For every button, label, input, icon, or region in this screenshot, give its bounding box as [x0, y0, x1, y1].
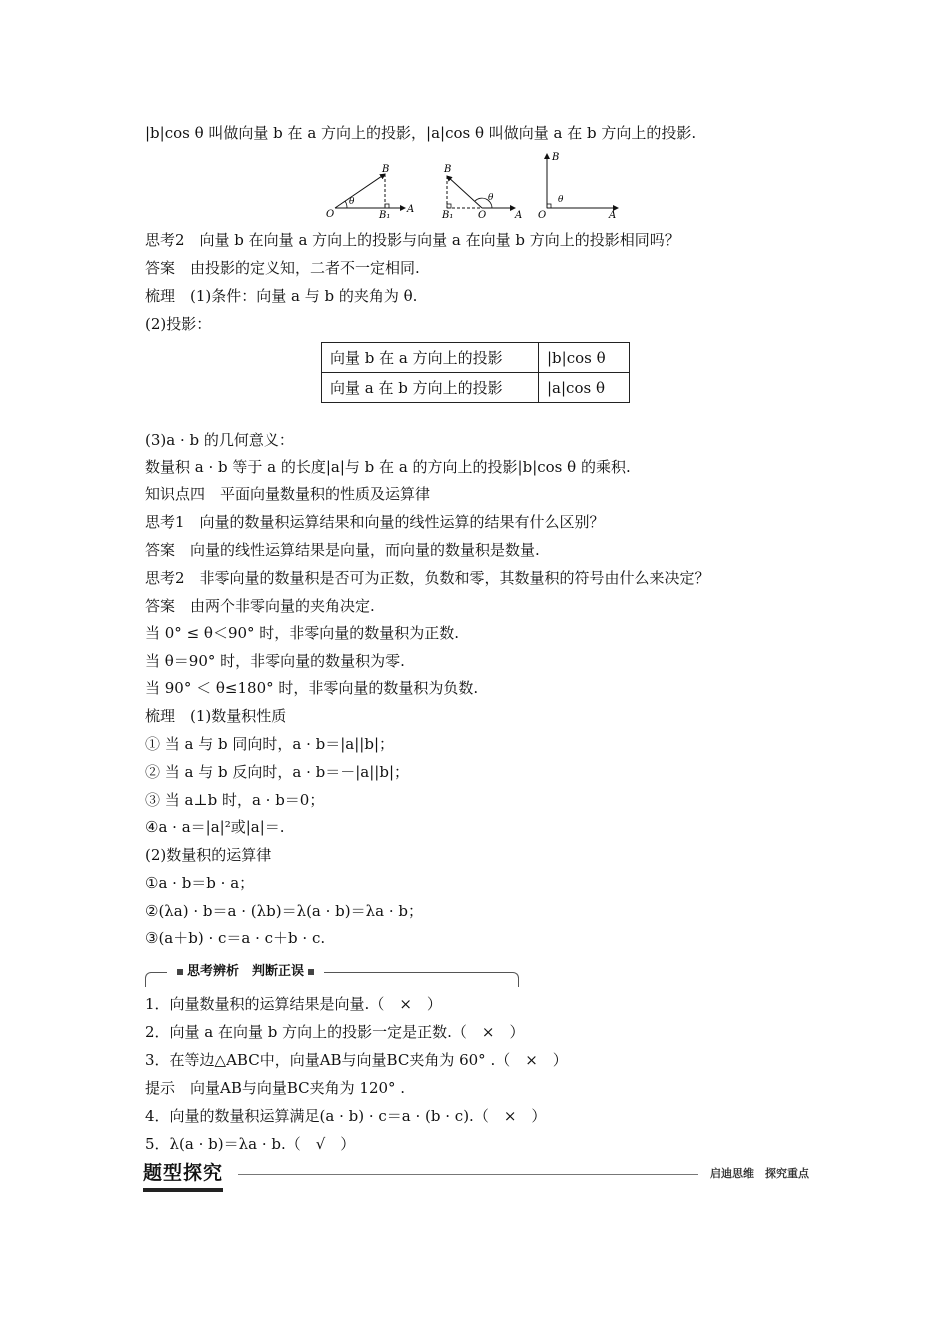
- label-O: O: [478, 210, 487, 221]
- text-line: (3)a · b 的几何意义：: [145, 431, 294, 449]
- label-theta: θ: [488, 193, 494, 203]
- label-A: A: [407, 204, 415, 215]
- label-A: A: [515, 210, 523, 221]
- text-line: 梳理 (1)数量积性质: [145, 707, 287, 725]
- text-line: 当 θ＝90° 时，非零向量的数量积为零.: [145, 652, 405, 670]
- table-cell: |b|cos θ: [539, 343, 630, 373]
- label-theta: θ: [349, 197, 355, 207]
- square-bullet-icon: [308, 969, 314, 975]
- table-row: [322, 343, 630, 373]
- table-cell: |a|cos θ: [539, 373, 630, 403]
- question-item: 5．λ(a · b)＝λa · b.（ √ ）: [145, 1135, 356, 1153]
- hint-text: 提示 向量AB与向量BC夹角为 120° .: [145, 1079, 406, 1097]
- text-line: 思考2 向量 b 在向量 a 方向上的投影与向量 a 在向量 b 方向上的投影相同吗？: [145, 231, 680, 249]
- projection-diagrams: [320, 152, 630, 221]
- text-line: 数量积 a · b 等于 a 的长度|a|与 b 在 a 的方向上的投影|b|cos θ 的乘积.: [145, 458, 631, 476]
- table-cell: 向量 a 在 b 方向上的投影: [322, 373, 539, 403]
- question-item: 4．向量的数量积运算满足(a · b) · c＝a · (b · c).（ × ）: [145, 1107, 547, 1125]
- text-line: (2)数量积的运算律: [145, 846, 272, 864]
- text-line: 思考1 向量的数量积运算结果和向量的线性运算的结果有什么区别？: [145, 513, 605, 531]
- text-line: 答案 向量的线性运算结果是向量，而向量的数量积是数量.: [145, 541, 540, 559]
- square-bullet-icon: [177, 969, 183, 975]
- diagram-right: [538, 152, 618, 221]
- table-cell: 向量 b 在 a 方向上的投影: [322, 343, 539, 373]
- text-line: 当 90° ＜ θ≤180° 时，非零向量的数量积为负数.: [145, 679, 479, 697]
- diagram-acute: [326, 164, 414, 221]
- label-B1: B₁: [442, 210, 454, 221]
- label-theta: θ: [558, 195, 564, 205]
- section-rule: [238, 1174, 698, 1175]
- text-line: ③ 当 a⊥b 时，a · b＝0；: [145, 791, 325, 809]
- text-line: 梳理 (1)条件：向量 a 与 b 的夹角为 θ.: [145, 287, 418, 305]
- section-title: 题型探究: [143, 1160, 223, 1192]
- projection-table: [321, 342, 630, 403]
- banner-title-wrap: [167, 963, 324, 981]
- text-line: (2)投影：: [145, 315, 212, 333]
- text-line: ②(λa) · b＝a · (λb)＝λ(a · b)＝λa · b；: [145, 902, 423, 920]
- question-item: 2．向量 a 在向量 b 方向上的投影一定是正数.（ × ）: [145, 1023, 525, 1041]
- text-line: ④a · a＝|a|²或|a|＝.: [145, 818, 285, 836]
- label-O: O: [538, 210, 547, 221]
- question-item: 1．向量数量积的运算结果是向量.（ × ）: [145, 995, 442, 1013]
- table-row: [322, 373, 630, 403]
- label-B: B: [552, 152, 560, 163]
- text-line: 思考2 非零向量的数量积是否可为正数，负数和零，其数量积的符号由什么来决定？: [145, 569, 710, 587]
- text-line: 当 0° ≤ θ＜90° 时，非零向量的数量积为正数.: [145, 624, 460, 642]
- text-line: |b|cos θ 叫做向量 b 在 a 方向上的投影，|a|cos θ 叫做向量 a 在 b 方向上的投影.: [145, 124, 697, 142]
- question-item: 3．在等边△ABC中，向量AB与向量BC夹角为 60° .（ × ）: [145, 1051, 568, 1069]
- review-banner: [145, 962, 520, 986]
- banner-title: 思考辨析 判断正误: [187, 964, 305, 979]
- text-line: ③(a＋b) · c＝a · c＋b · c.: [145, 929, 326, 947]
- text-line: ①a · b＝b · a；: [145, 874, 255, 892]
- section-tagline: 启迪思维 探究重点: [710, 1167, 809, 1180]
- label-B: B: [382, 164, 390, 175]
- text-line: 答案 由两个非零向量的夹角决定.: [145, 597, 375, 615]
- diagram-obtuse: [441, 164, 522, 221]
- text-line: ② 当 a 与 b 反向时，a · b＝－|a||b|；: [145, 763, 409, 781]
- text-line: ① 当 a 与 b 同向时，a · b＝|a||b|；: [145, 735, 394, 753]
- text-line: 答案 由投影的定义知，二者不一定相同.: [145, 259, 420, 277]
- section-heading: 知识点四 平面向量数量积的性质及运算律: [145, 485, 431, 503]
- label-O: O: [326, 209, 335, 220]
- label-A: A: [609, 210, 617, 221]
- label-B1: B₁: [379, 210, 391, 221]
- label-B: B: [444, 164, 452, 175]
- section-header: [143, 1160, 813, 1192]
